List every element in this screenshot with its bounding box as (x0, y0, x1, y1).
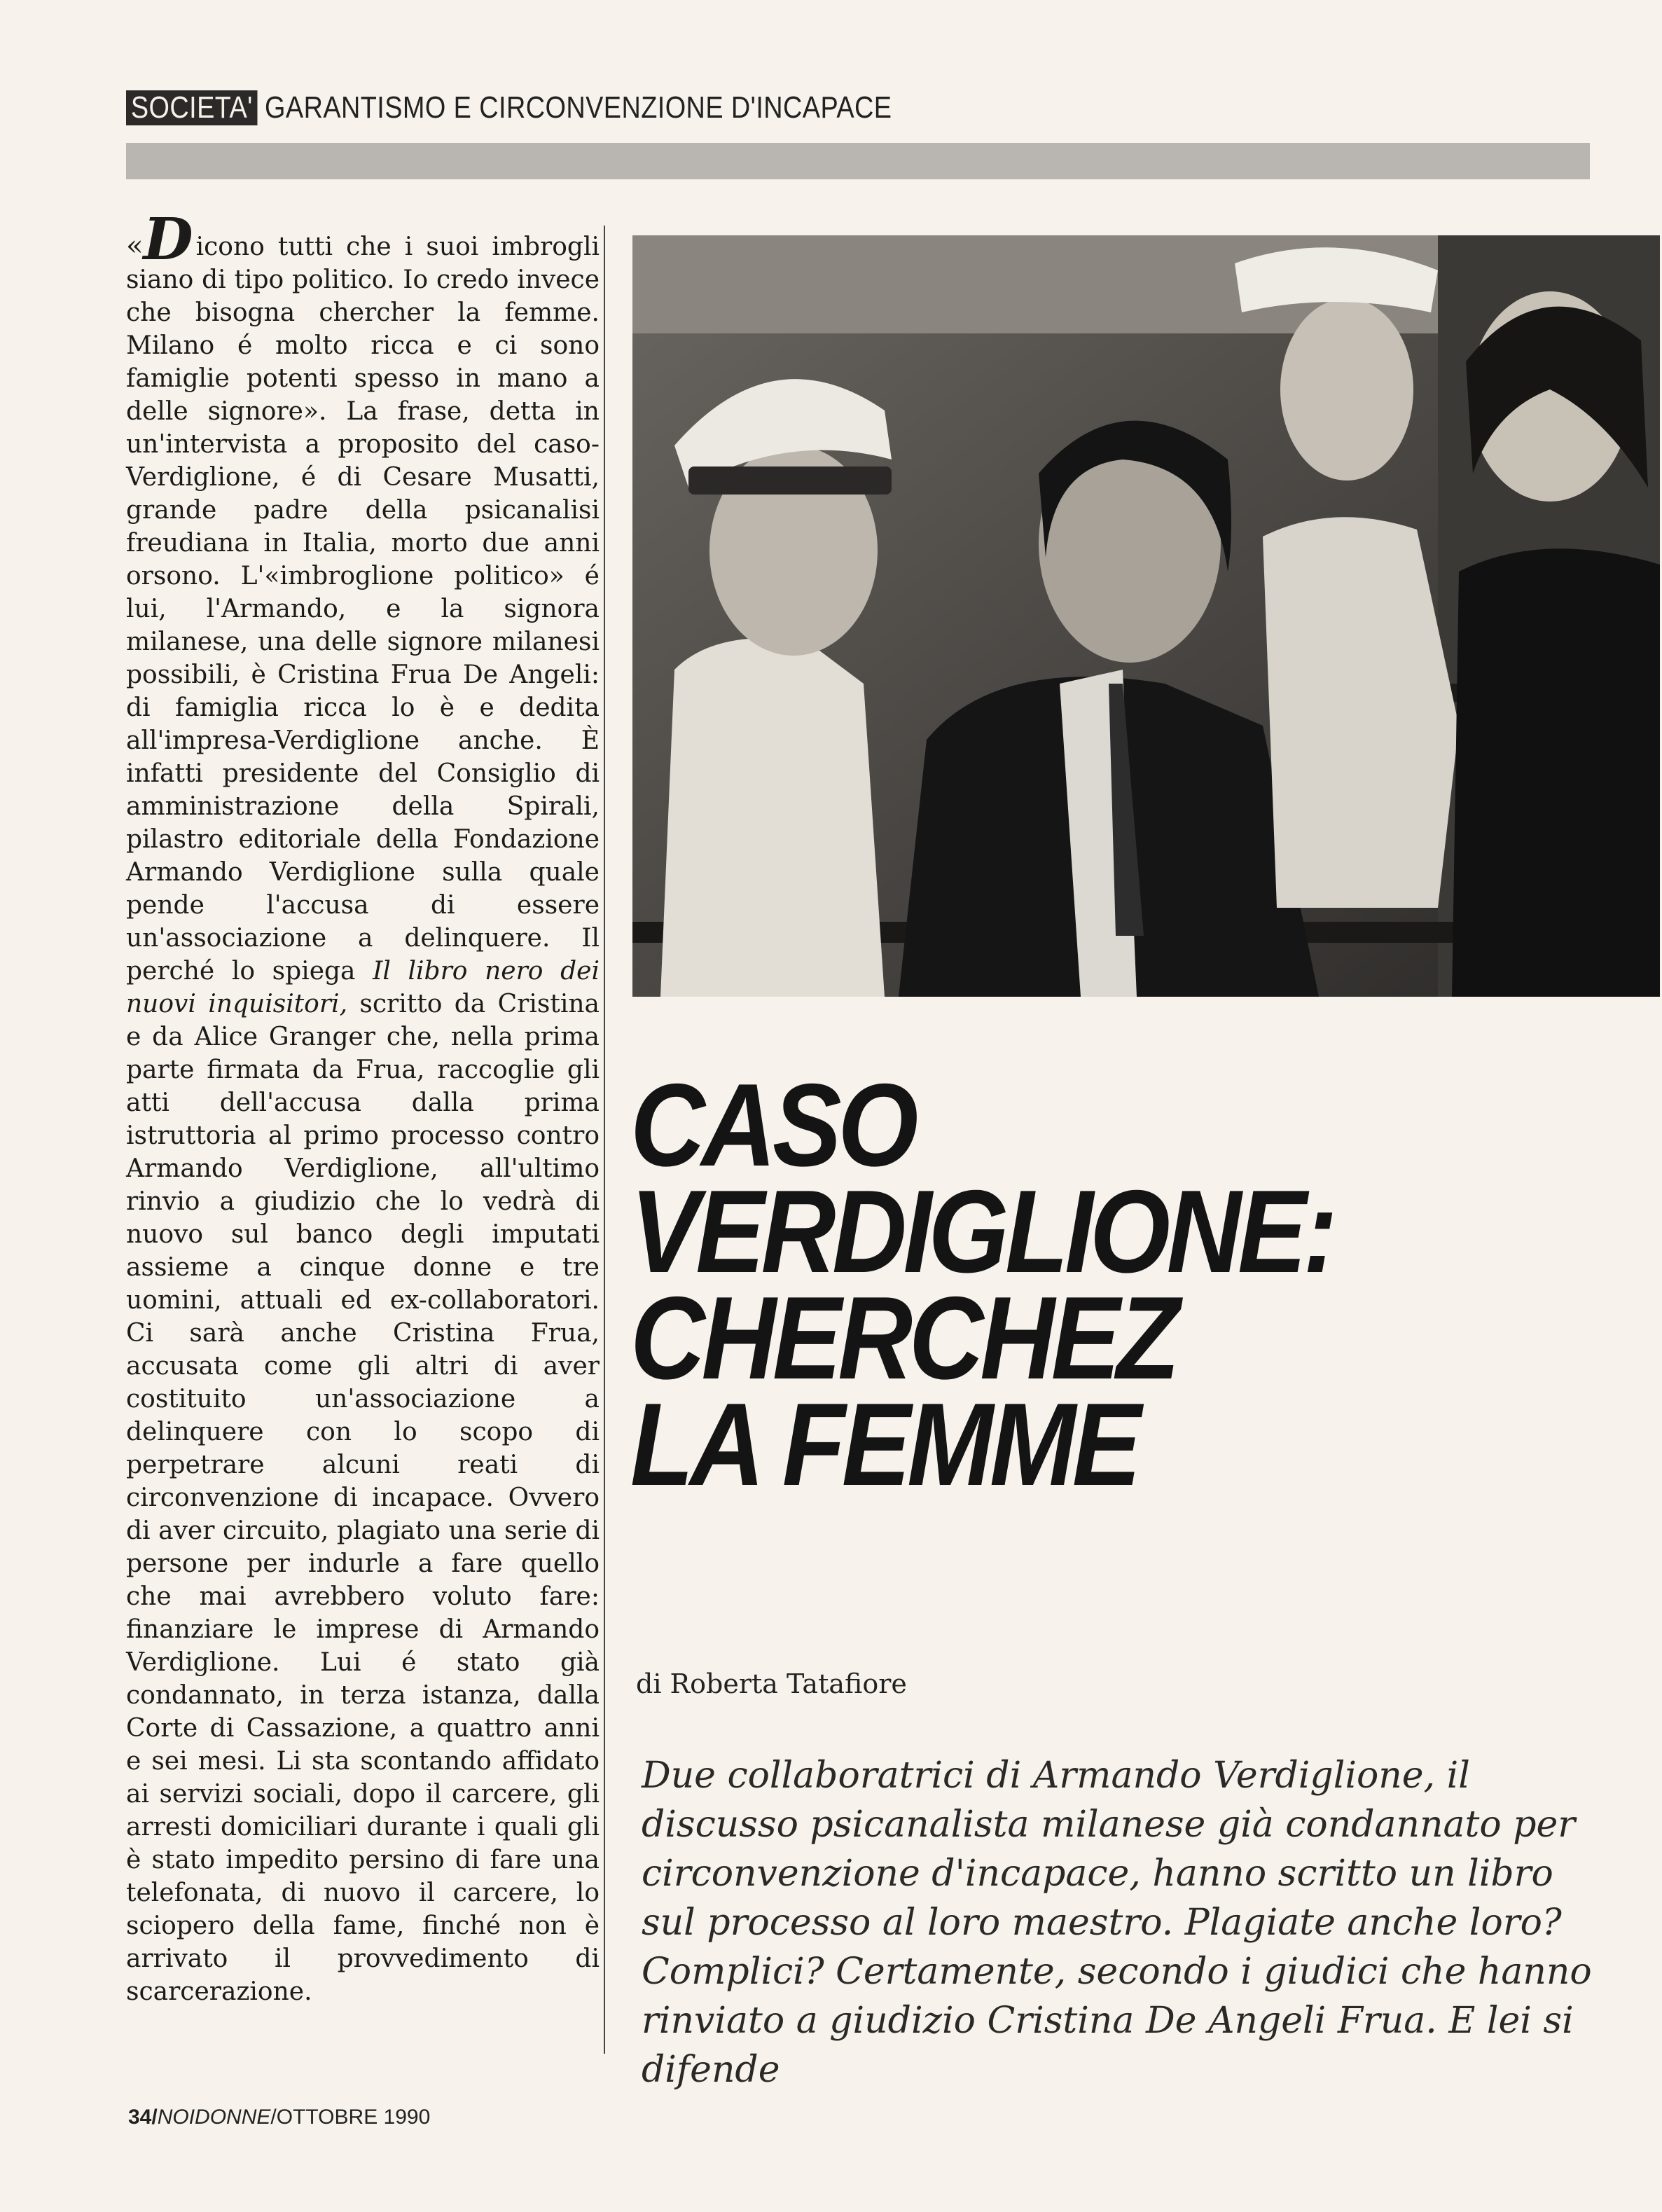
folio-magazine: NOIDONNE (157, 2106, 271, 2129)
deck-text: Due collaboratrici di Armando Verdiglione, il discusso psicanalista milanese già condannato per circonvenzione d'incapace, hanno scritto un libro sul processo al loro maestro. Plagiate anche loro? Complici? Certamente, secondo i giudici che hanno rinviato a giudizio Cristina De Angeli Frua. E lei si difende (642, 1755, 1592, 2091)
folio (128, 2106, 430, 2129)
headline-line: LA FEMME (630, 1378, 1138, 1510)
section-label: SOCIETA' (126, 90, 258, 125)
byline: di Roberta Tatafiore (636, 1668, 907, 1699)
folio-issue: /OTTOBRE 1990 (270, 2106, 431, 2129)
courtroom-photo (632, 235, 1660, 997)
folio-page: 34/ (128, 2106, 158, 2129)
opening-quote: « (126, 230, 144, 262)
section-header (126, 90, 972, 126)
body-text-part1: icono tutti che i suoi imbrogli siano di tipo politico. Io credo invece che bisogna chercher la femme. Milano é molto ricca e ci sono famiglie potenti spesso in mano a delle signore». La frase, detta in un'intervista a proposito del caso-Verdiglione, é di Cesare Musatti, grande padre della psicanalisi freudiana in Italia, morto due anni orsono. L'«imbroglione politico» é lui, l'Armando, e la signora milanese, una delle signore milanesi possibili, è Cristina Frua De Angeli: di famiglia ricca lo è e dedita all'impresa-Verdiglione anche. È infatti presidente del Consiglio di amministrazione della Spirali, pilastro editoriale della Fondazione Armando Verdiglione sulla quale pende l'accusa di essere un'associazione a delinquere. Il perché lo spiega (126, 233, 600, 986)
headline-line: CASO (630, 1059, 915, 1191)
drop-cap: D (143, 206, 193, 273)
kicker: GARANTISMO E CIRCONVENZIONE D'INCAPACE (265, 90, 892, 125)
deck (642, 1751, 1608, 2094)
header-strip (126, 143, 1590, 179)
headline (630, 1059, 1625, 1510)
body-text-part2: scritto da Cristina e da Alice Granger che, nella prima parte firmata da Frua, raccoglie gli atti dell'accusa dalla prima istruttoria al primo processo contro Armando Verdiglione, all'ultimo rinvio a giudizio che lo vedrà di nuovo sul banco degli imputati assieme a cinque donne e tre uomini, attuali ed ex-collaboratori. Ci sarà anche Cristina Frua, accusata come gli altri di aver costituito un'associazione a delinquere con lo scopo di perpetrare alcuni reati di circonvenzione di incapace. Ovvero di aver circuito, plagiato una serie di persone per indurle a fare quello che mai avrebbero voluto fare: finanziare le imprese di Armando Verdiglione. Lui é stato già condannato, in terza istanza, dalla Corte di Cassazione, a quattro anni e sei mesi. Li sta scontando affidato ai servizi sociali, dopo il carcere, gli arresti domiciliari durante i quali gli è stato impedito persino di fare una telefonata, di nuovo il carcere, lo sciopero della fame, finché non è arrivato il provvedimento di scarcerazione. (126, 990, 600, 2006)
article-paragraph (126, 206, 600, 2008)
courtroom-photo-illustration (632, 235, 1660, 997)
article-body (126, 206, 600, 2075)
headline-line: CHERCHEZ (630, 1272, 1177, 1404)
headline-line: VERDIGLIONE: (630, 1166, 1334, 1297)
column-divider (604, 226, 605, 2054)
book-title: Il libro nero dei nuovi inquisitori, (126, 957, 600, 1018)
